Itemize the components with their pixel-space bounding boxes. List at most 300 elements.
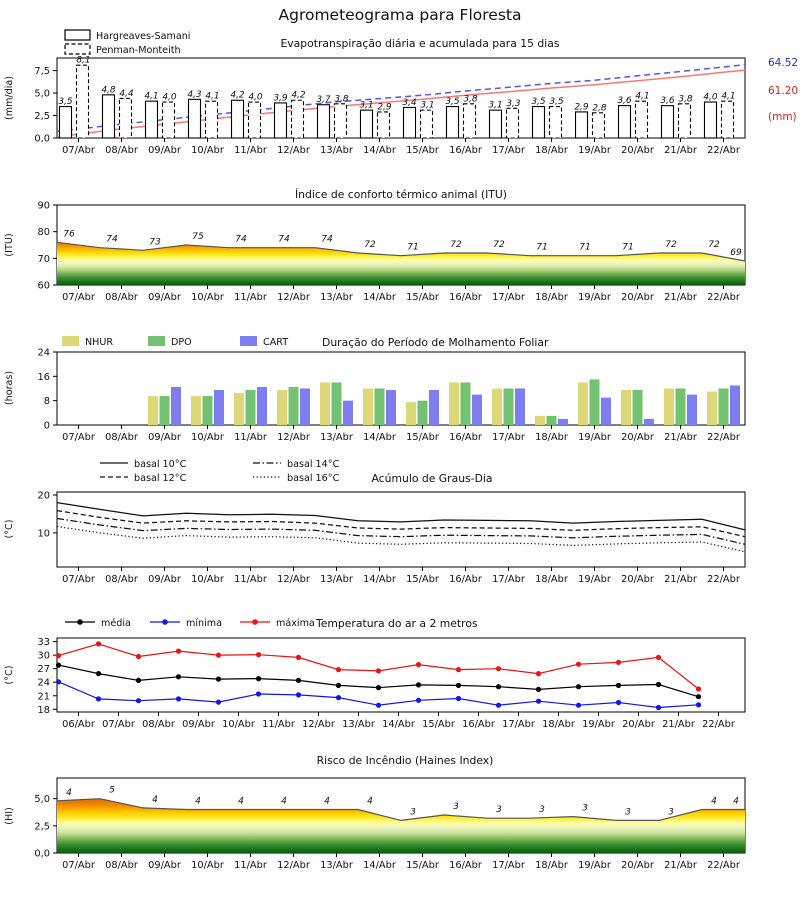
panel-evapotranspiration xyxy=(4,30,798,156)
bar-dpo xyxy=(461,382,471,425)
bar-nhur xyxy=(664,389,674,426)
marker-mínima xyxy=(376,703,381,708)
marker-máxima xyxy=(416,662,421,667)
bar-hargreaves xyxy=(490,110,502,138)
x-tick-label: 22/Abr xyxy=(707,292,740,303)
y-tick-label: 7,5 xyxy=(34,66,50,78)
marker-máxima xyxy=(56,653,61,658)
x-tick-label: 07/Abr xyxy=(62,574,95,585)
page-title: Agrometeograma para Floresta xyxy=(278,6,522,24)
legend-label-basal14: basal 14°C xyxy=(287,459,340,470)
bar-nhur xyxy=(320,382,330,425)
bar-nhur xyxy=(406,402,416,425)
bar-value-label: 4,8 xyxy=(101,85,116,96)
x-tick-label: 16/Abr xyxy=(449,292,482,303)
x-tick-label: 08/Abr xyxy=(142,719,175,730)
marker-mínima xyxy=(336,695,341,700)
x-tick-label: 21/Abr xyxy=(664,145,697,156)
x-tick-label: 12/Abr xyxy=(277,432,310,443)
bar-dpo xyxy=(332,382,342,425)
y-tick-label: 33 xyxy=(37,637,50,649)
bar-penman xyxy=(206,101,218,138)
marker-máxima xyxy=(656,655,661,660)
legend-label-dpo: DPO xyxy=(171,337,192,348)
bar-cart xyxy=(644,419,654,425)
bar-dpo xyxy=(203,396,213,425)
x-tick-label: 16/Abr xyxy=(449,860,482,871)
marker-média xyxy=(96,671,101,676)
x-tick-label: 18/Abr xyxy=(535,432,568,443)
bar-penman xyxy=(378,112,390,138)
marker-média xyxy=(336,683,341,688)
value-label: 72 xyxy=(665,240,677,250)
legend-label-basal12: basal 12°C xyxy=(134,473,187,484)
itu-chart xyxy=(38,201,745,304)
bar-hargreaves xyxy=(189,99,201,138)
accumulated-unit-label: (mm) xyxy=(768,111,797,123)
value-label: 71 xyxy=(579,242,591,253)
marker-média xyxy=(536,687,541,692)
bar-value-label: 3,9 xyxy=(273,93,288,104)
bar-value-label: 4,0 xyxy=(703,92,718,103)
legend-label-media: média xyxy=(101,618,131,629)
x-tick-label: 14/Abr xyxy=(363,292,396,303)
marker-máxima xyxy=(216,653,221,658)
value-label: 72 xyxy=(364,240,376,250)
x-tick-label: 06/Abr xyxy=(62,719,95,730)
value-label: 74 xyxy=(235,234,247,245)
x-tick-label: 09/Abr xyxy=(148,432,181,443)
x-tick-label: 19/Abr xyxy=(578,145,611,156)
marker-máxima xyxy=(536,671,541,676)
y-tick-label: 5,0 xyxy=(34,88,50,100)
bar-penman xyxy=(249,102,261,138)
value-label: 71 xyxy=(536,242,548,253)
value-label: 74 xyxy=(321,234,333,245)
x-tick-label: 20/Abr xyxy=(622,719,655,730)
value-label: 75 xyxy=(192,232,204,242)
bar-penman xyxy=(120,98,132,138)
bar-penman xyxy=(421,110,433,138)
x-tick-label: 14/Abr xyxy=(363,574,396,585)
bar-value-label: 2,9 xyxy=(377,102,392,113)
marker-máxima xyxy=(616,660,621,665)
bar-dpo xyxy=(160,396,170,425)
bar-dpo xyxy=(289,387,299,425)
x-tick-label: 18/Abr xyxy=(535,860,568,871)
x-tick-label: 10/Abr xyxy=(222,719,255,730)
y-tick-label: 2,5 xyxy=(34,111,50,123)
bar-value-label: 3,1 xyxy=(359,100,374,111)
value-label: 3 xyxy=(668,807,674,818)
bar-penman xyxy=(163,102,175,138)
bar-cart xyxy=(171,387,181,425)
y-tick-label: 30 xyxy=(37,650,50,662)
marker-mínima xyxy=(296,692,301,697)
bar-value-label: 3,5 xyxy=(445,97,460,108)
x-tick-label: 18/Abr xyxy=(535,292,568,303)
bar-nhur xyxy=(148,396,158,425)
x-tick-label: 18/Abr xyxy=(535,574,568,585)
y-tick-label: 24 xyxy=(37,677,50,689)
bar-dpo xyxy=(633,390,643,425)
bar-value-label: 3,1 xyxy=(420,100,435,111)
x-tick-label: 19/Abr xyxy=(582,719,615,730)
bar-hargreaves xyxy=(103,95,115,138)
marker-máxima xyxy=(376,668,381,673)
bar-value-label: 8,1 xyxy=(76,55,91,66)
bar-value-label: 4,1 xyxy=(721,91,736,102)
x-tick-label: 16/Abr xyxy=(449,574,482,585)
x-tick-label: 10/Abr xyxy=(191,860,224,871)
bar-nhur xyxy=(449,382,459,425)
bar-cart xyxy=(343,401,353,425)
bar-dpo xyxy=(504,389,514,426)
x-tick-label: 07/Abr xyxy=(62,860,95,871)
bar-nhur xyxy=(578,382,588,425)
value-label: 73 xyxy=(149,237,161,248)
panel-title-haines: Risco de Incêndio (Haines Index) xyxy=(316,754,494,767)
bar-hargreaves xyxy=(533,107,545,138)
y-tick-label: 0,0 xyxy=(34,848,50,860)
value-label: 5 xyxy=(109,785,115,796)
x-tick-label: 15/Abr xyxy=(406,574,439,585)
y-axis-label-molhamento: (horas) xyxy=(4,370,15,406)
marker-média xyxy=(456,683,461,688)
panel-haines xyxy=(4,754,745,871)
panel-molhamento xyxy=(4,336,745,443)
marker-mínima xyxy=(656,705,661,710)
panel-itu xyxy=(4,188,745,303)
x-tick-label: 12/Abr xyxy=(277,574,310,585)
x-tick-label: 13/Abr xyxy=(320,574,353,585)
bar-cart xyxy=(300,389,310,426)
legend-marker-minima xyxy=(162,619,168,625)
value-label: 4 xyxy=(66,787,72,798)
x-tick-label: 09/Abr xyxy=(148,574,181,585)
line-máxima xyxy=(59,644,699,689)
x-tick-label: 14/Abr xyxy=(382,719,415,730)
bar-penman xyxy=(292,100,304,138)
x-tick-label: 12/Abr xyxy=(277,145,310,156)
panel-temperatura xyxy=(4,617,745,730)
marker-máxima xyxy=(696,686,701,691)
legend-marker-maxima xyxy=(252,619,258,625)
x-tick-label: 21/Abr xyxy=(664,292,697,303)
marker-mínima xyxy=(256,691,261,696)
marker-média xyxy=(296,678,301,683)
x-tick-label: 12/Abr xyxy=(277,292,310,303)
bar-hargreaves xyxy=(447,107,459,138)
marker-média xyxy=(256,676,261,681)
value-label: 3 xyxy=(582,803,588,814)
x-tick-label: 18/Abr xyxy=(535,145,568,156)
value-label: 71 xyxy=(622,242,634,253)
marker-média xyxy=(656,682,661,687)
graus-dia-chart xyxy=(38,491,745,585)
value-label: 3 xyxy=(453,801,459,812)
bar-cart xyxy=(214,390,224,425)
bar-value-label: 4,1 xyxy=(144,91,159,102)
value-label: 4 xyxy=(367,796,373,807)
marker-mínima xyxy=(696,702,701,707)
bar-hargreaves xyxy=(275,103,287,138)
x-tick-label: 13/Abr xyxy=(320,145,353,156)
marker-mínima xyxy=(56,679,61,684)
y-tick-label: 70 xyxy=(37,253,50,265)
marker-mínima xyxy=(216,700,221,705)
marker-média xyxy=(416,682,421,687)
panel-title-evapo: Evapotranspiração diária e acumulada para 15 dias xyxy=(280,37,560,50)
panel-title-temperatura: Temperatura do ar a 2 metros xyxy=(316,617,478,630)
bar-hargreaves xyxy=(232,100,244,138)
bar-value-label: 4,0 xyxy=(248,92,263,103)
bar-nhur xyxy=(277,390,287,425)
x-tick-label: 21/Abr xyxy=(664,860,697,871)
x-tick-label: 07/Abr xyxy=(62,292,95,303)
legend-label-hargreaves: Hargreaves-Samani xyxy=(96,31,191,42)
legend-swatch-hargreaves xyxy=(65,30,90,40)
molhamento-chart xyxy=(38,348,745,444)
bar-penman xyxy=(335,104,347,138)
bar-dpo xyxy=(418,401,428,425)
x-tick-label: 17/Abr xyxy=(492,574,525,585)
marker-média xyxy=(376,685,381,690)
bar-penman xyxy=(464,104,476,138)
x-tick-label: 11/Abr xyxy=(234,574,267,585)
x-tick-label: 16/Abr xyxy=(449,145,482,156)
x-tick-label: 22/Abr xyxy=(707,145,740,156)
x-tick-label: 10/Abr xyxy=(191,432,224,443)
bar-cart xyxy=(730,385,740,425)
bar-cart xyxy=(558,419,568,425)
y-axis-label-graus: (°C) xyxy=(4,519,15,539)
marker-máxima xyxy=(576,662,581,667)
marker-mínima xyxy=(176,696,181,701)
bar-value-label: 3,5 xyxy=(531,97,546,108)
panel-title-graus: Acúmulo de Graus-Dia xyxy=(371,472,493,485)
legend-label-nhur: NHUR xyxy=(85,337,114,348)
bar-cart xyxy=(386,390,396,425)
bar-cart xyxy=(472,395,482,425)
marker-média xyxy=(496,684,501,689)
bar-penman xyxy=(550,107,562,138)
x-tick-label: 08/Abr xyxy=(105,292,138,303)
x-tick-label: 10/Abr xyxy=(191,292,224,303)
marker-máxima xyxy=(496,666,501,671)
x-tick-label: 22/Abr xyxy=(707,432,740,443)
x-tick-label: 22/Abr xyxy=(702,719,735,730)
value-label: 4 xyxy=(195,796,201,807)
x-tick-label: 21/Abr xyxy=(662,719,695,730)
y-tick-label: 21 xyxy=(37,691,50,703)
x-tick-label: 19/Abr xyxy=(578,292,611,303)
bar-penman xyxy=(507,108,519,138)
bar-value-label: 3,8 xyxy=(334,94,349,105)
x-tick-label: 11/Abr xyxy=(234,432,267,443)
y-tick-label: 2,5 xyxy=(34,821,50,833)
bar-value-label: 3,6 xyxy=(660,96,675,107)
evapo-chart xyxy=(34,56,745,156)
legend-swatch-nhur xyxy=(62,336,79,346)
x-tick-label: 13/Abr xyxy=(320,860,353,871)
bar-hargreaves xyxy=(576,112,588,138)
x-tick-label: 17/Abr xyxy=(502,719,535,730)
hargreaves-accumulated-total: 61.20 xyxy=(768,85,799,97)
legend-marker-media xyxy=(77,619,83,625)
legend-label-basal16: basal 16°C xyxy=(287,473,340,484)
x-tick-label: 15/Abr xyxy=(406,292,439,303)
bar-dpo xyxy=(676,389,686,426)
bar-hargreaves xyxy=(404,107,416,138)
value-label: 4 xyxy=(238,796,244,807)
bar-value-label: 2,8 xyxy=(592,103,607,114)
value-label: 3 xyxy=(496,805,502,816)
x-tick-label: 13/Abr xyxy=(320,432,353,443)
x-tick-label: 11/Abr xyxy=(234,860,267,871)
y-tick-label: 24 xyxy=(37,347,50,359)
marker-média xyxy=(216,677,221,682)
bar-dpo xyxy=(719,389,729,426)
value-label: 4 xyxy=(281,796,287,807)
x-tick-label: 21/Abr xyxy=(664,574,697,585)
value-label: 72 xyxy=(708,240,720,250)
x-tick-label: 20/Abr xyxy=(621,432,654,443)
marker-mínima xyxy=(96,696,101,701)
x-tick-label: 11/Abr xyxy=(234,145,267,156)
marker-mínima xyxy=(616,700,621,705)
bar-value-label: 3,5 xyxy=(549,97,564,108)
bar-value-label: 3,5 xyxy=(58,97,73,108)
x-tick-label: 12/Abr xyxy=(302,719,335,730)
bar-hargreaves xyxy=(60,107,72,138)
bar-penman xyxy=(593,113,605,138)
plot-border xyxy=(57,638,745,712)
y-tick-label: 90 xyxy=(37,200,50,212)
y-tick-label: 10 xyxy=(37,528,50,540)
bar-value-label: 4,2 xyxy=(230,90,245,101)
x-tick-label: 08/Abr xyxy=(105,860,138,871)
legend-swatch-dpo xyxy=(148,336,165,346)
x-tick-label: 19/Abr xyxy=(578,860,611,871)
x-tick-label: 08/Abr xyxy=(105,432,138,443)
y-tick-label: 20 xyxy=(37,490,50,502)
marker-mínima xyxy=(136,698,141,703)
bar-hargreaves xyxy=(318,105,330,138)
x-tick-label: 20/Abr xyxy=(621,574,654,585)
bar-nhur xyxy=(191,396,201,425)
marker-mínima xyxy=(456,696,461,701)
x-tick-label: 10/Abr xyxy=(191,574,224,585)
marker-máxima xyxy=(96,641,101,646)
marker-média xyxy=(696,694,701,699)
x-tick-label: 17/Abr xyxy=(492,432,525,443)
x-tick-label: 11/Abr xyxy=(234,292,267,303)
bar-hargreaves xyxy=(619,106,631,138)
x-tick-label: 20/Abr xyxy=(621,145,654,156)
x-tick-label: 11/Abr xyxy=(262,719,295,730)
x-tick-label: 17/Abr xyxy=(492,860,525,871)
marker-mínima xyxy=(496,703,501,708)
bar-nhur xyxy=(535,416,545,425)
bar-value-label: 4,1 xyxy=(205,91,220,102)
x-tick-label: 20/Abr xyxy=(621,292,654,303)
bar-penman xyxy=(77,65,89,138)
bar-value-label: 3,3 xyxy=(506,98,521,109)
x-tick-label: 15/Abr xyxy=(422,719,455,730)
bar-nhur xyxy=(707,392,717,425)
value-label: 76 xyxy=(63,229,75,240)
y-tick-label: 16 xyxy=(37,371,50,383)
bar-value-label: 3,8 xyxy=(463,94,478,105)
bar-cart xyxy=(515,389,525,426)
bar-value-label: 4,2 xyxy=(291,90,306,101)
marker-máxima xyxy=(456,667,461,672)
x-tick-label: 09/Abr xyxy=(148,145,181,156)
bar-dpo xyxy=(375,389,385,426)
bar-cart xyxy=(429,390,439,425)
marker-média xyxy=(576,684,581,689)
value-label: 69 xyxy=(730,248,742,258)
x-tick-label: 13/Abr xyxy=(342,719,375,730)
bar-dpo xyxy=(547,416,557,425)
bar-value-label: 3,4 xyxy=(402,97,417,108)
bar-dpo xyxy=(246,390,256,425)
bar-value-label: 4,1 xyxy=(635,91,650,102)
legend-label-basal10: basal 10°C xyxy=(134,459,187,470)
y-tick-label: 80 xyxy=(37,227,50,239)
x-tick-label: 14/Abr xyxy=(363,860,396,871)
bar-value-label: 3,8 xyxy=(678,94,693,105)
x-tick-label: 13/Abr xyxy=(320,292,353,303)
marker-máxima xyxy=(136,654,141,659)
x-tick-label: 17/Abr xyxy=(492,145,525,156)
value-label: 71 xyxy=(407,242,419,253)
x-tick-label: 10/Abr xyxy=(191,145,224,156)
legend-label-penman: Penman-Monteith xyxy=(96,45,181,56)
bar-cart xyxy=(687,395,697,425)
bar-cart xyxy=(257,387,267,425)
x-tick-label: 15/Abr xyxy=(406,432,439,443)
y-tick-label: 0 xyxy=(43,420,50,432)
y-axis-label-evapo: (mm/dia) xyxy=(4,75,15,121)
value-label: 4 xyxy=(733,796,739,807)
value-label: 3 xyxy=(539,805,545,816)
x-tick-label: 19/Abr xyxy=(578,432,611,443)
value-label: 3 xyxy=(625,807,631,818)
y-tick-label: 18 xyxy=(37,704,50,716)
bar-value-label: 3,6 xyxy=(617,96,632,107)
x-tick-label: 17/Abr xyxy=(492,292,525,303)
x-tick-label: 15/Abr xyxy=(406,860,439,871)
legend-label-minima: mínima xyxy=(186,618,222,629)
x-tick-label: 08/Abr xyxy=(105,574,138,585)
legend-label-maxima: máxima xyxy=(276,618,315,629)
x-tick-label: 16/Abr xyxy=(449,432,482,443)
bar-penman xyxy=(722,101,734,138)
value-label: 72 xyxy=(450,240,462,250)
x-tick-label: 14/Abr xyxy=(363,432,396,443)
bar-cart xyxy=(601,398,611,425)
bar-value-label: 3,7 xyxy=(316,95,331,106)
marker-mínima xyxy=(536,699,541,704)
value-label: 74 xyxy=(106,234,118,245)
x-tick-label: 07/Abr xyxy=(62,432,95,443)
x-tick-label: 19/Abr xyxy=(578,574,611,585)
legend-label-cart: CART xyxy=(263,337,289,348)
x-tick-label: 12/Abr xyxy=(277,860,310,871)
y-tick-label: 27 xyxy=(37,664,50,676)
